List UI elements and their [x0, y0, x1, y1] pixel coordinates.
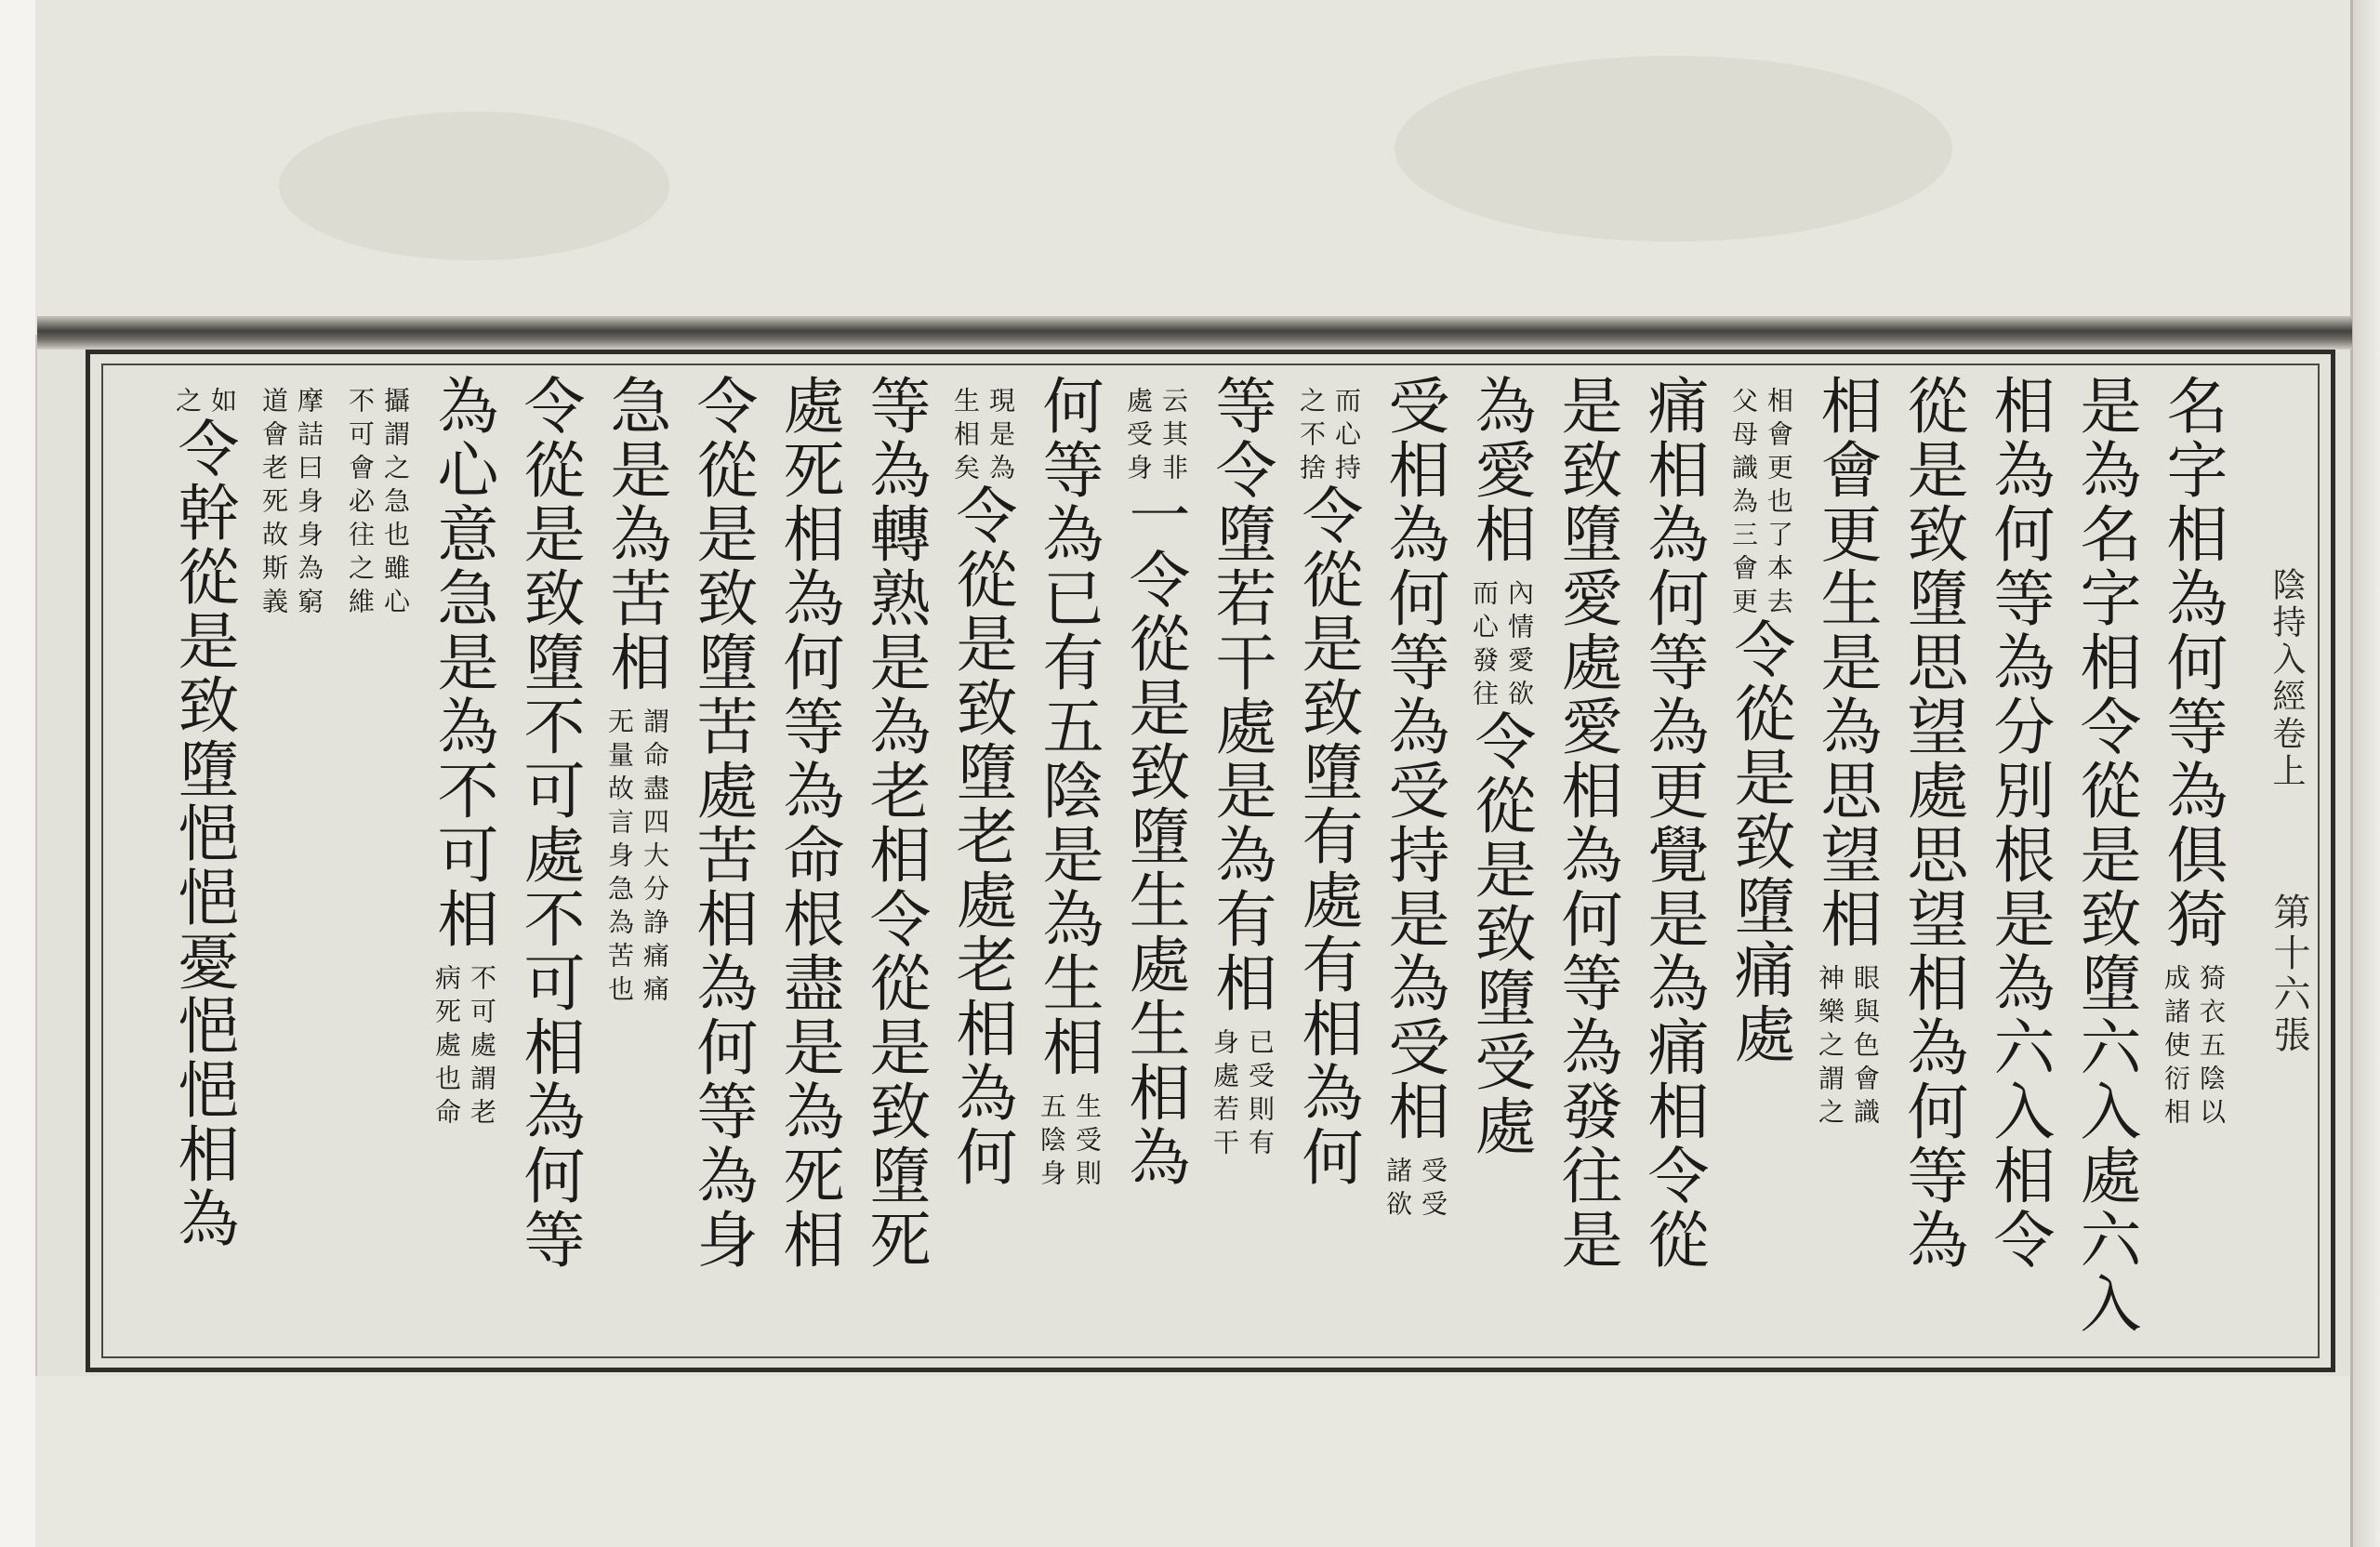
main-text: 令從是致墮受處	[1464, 709, 1536, 1158]
commentary-text: 內情愛欲	[1504, 579, 1535, 713]
main-text: 相會更生是為思望相	[1810, 374, 1882, 951]
main-text: 為愛相	[1464, 374, 1536, 566]
commentary-text: 生相矣	[950, 387, 981, 487]
paper-stain	[1395, 56, 1952, 242]
main-text: 是致墮愛處愛相為何等為發往是	[1551, 374, 1622, 1272]
main-text: 令從是致墮痛處	[1724, 617, 1795, 1066]
commentary-text: 謂命盡四大分諍痛痛	[640, 707, 670, 1009]
text-column-c21	[426, 374, 509, 1359]
commentary-text: 眼與色會識	[1850, 964, 1881, 1131]
main-text: 為心意急是為不可相	[427, 374, 498, 951]
text-column-c09	[1463, 374, 1547, 1359]
text-column-c02	[2069, 374, 2152, 1359]
main-text: 痛相為何等為更覺是為痛相令從	[1637, 374, 1709, 1272]
commentary-text: 身處若干	[1210, 1028, 1240, 1162]
text-column-c10	[1377, 374, 1461, 1359]
commentary-text: 道會老死故斯義	[258, 387, 289, 621]
main-text: 等令墮若干處是為有相	[1205, 374, 1276, 1015]
binding-margin	[0, 0, 37, 1547]
text-column-c17	[772, 374, 855, 1359]
commentary-text: 而心持	[1331, 387, 1362, 487]
main-text: 名字相為何等為俱猗	[2156, 374, 2228, 951]
text-column-c20	[512, 374, 596, 1359]
commentary-text: 之	[172, 387, 203, 420]
commentary-text: 攝謂之急也雖心	[380, 387, 411, 621]
main-text: 是為名字相令從是致墮六入處六入	[2069, 374, 2141, 1336]
commentary-text: 猗衣五陰以	[2196, 964, 2227, 1131]
commentary-text: 不可處謂老	[467, 964, 497, 1131]
main-text: 令幹從是致墮悒悒憂悒悒相為	[167, 416, 239, 1250]
main-text: 何等為已有五陰是為生相	[1032, 374, 1104, 1079]
text-column-c07	[1636, 374, 1720, 1359]
text-column-c14	[1031, 374, 1115, 1359]
page-right-edge	[2350, 0, 2380, 1547]
commentary-text: 五陰身	[1037, 1092, 1067, 1193]
main-text: 受相為何等為受持是為受相	[1378, 374, 1449, 1144]
main-text: 相為何等為分別根是為六入相令	[1983, 374, 2055, 1272]
text-column-c24	[166, 374, 250, 1359]
commentary-text: 摩詰曰身身為窮	[294, 387, 324, 621]
commentary-text: 病死處也命	[431, 964, 462, 1131]
main-text: 令從是致墮苦處苦相為何等為身	[686, 374, 758, 1272]
commentary-text: 而心發往	[1469, 579, 1500, 713]
commentary-text: 處受身	[1123, 387, 1154, 487]
main-text: 令從是致墮老處老相為何	[945, 483, 1017, 1189]
upper-border-band	[37, 316, 2352, 350]
commentary-text: 不可會必往之維	[345, 387, 376, 621]
main-text: 處死相為何等為命根盡是為死相	[773, 374, 844, 1272]
main-text: 急是為苦相	[600, 374, 671, 694]
commentary-text: 生受則	[1072, 1092, 1103, 1193]
main-text: 一令從是致墮生處生相為	[1118, 483, 1190, 1189]
text-column-c12	[1204, 374, 1288, 1359]
leaf-number: 第十六張	[2268, 892, 2310, 1056]
commentary-text: 受受	[1418, 1157, 1448, 1223]
main-text: 等為轉熟是為老相令從是致墮死	[859, 374, 931, 1272]
text-column-c19	[599, 374, 682, 1359]
text-column-c05	[1809, 374, 1893, 1359]
commentary-text: 神樂之謂之	[1815, 964, 1845, 1131]
commentary-text: 无量故言身急為苦也	[604, 707, 635, 1009]
commentary-text: 如	[207, 387, 238, 420]
text-column-c11	[1290, 374, 1374, 1359]
commentary-text: 相會更也了本去	[1764, 387, 1794, 621]
main-text: 從是致墮思望處思望相為何等為	[1897, 374, 1968, 1272]
text-column-c22	[339, 374, 423, 1359]
text-column-c01	[2155, 374, 2239, 1359]
text-column-c06	[1723, 374, 1806, 1359]
commentary-text: 父母識為三會更	[1728, 387, 1759, 621]
text-column-c16	[858, 374, 942, 1359]
text-column-c08	[1550, 374, 1633, 1359]
commentary-text: 云其非	[1158, 387, 1189, 487]
paper-stain	[279, 112, 669, 260]
main-text: 令從是致墮不可處不可相為何等	[513, 374, 585, 1272]
text-column-c23	[253, 374, 337, 1359]
text-column-c13	[1117, 374, 1201, 1359]
text-column-c04	[1896, 374, 1979, 1359]
commentary-text: 之不捨	[1296, 387, 1327, 487]
text-column-c15	[945, 374, 1028, 1359]
lower-blank-paper	[35, 1376, 2350, 1547]
commentary-text: 現是為	[985, 387, 1016, 487]
text-column-c18	[685, 374, 769, 1359]
commentary-text: 諸欲	[1382, 1157, 1413, 1223]
sutra-title: 陰持入經卷上	[2268, 567, 2306, 790]
commentary-text: 成諸使衍相	[2161, 964, 2191, 1131]
main-text: 令從是致墮有處有相為何	[1291, 483, 1363, 1189]
commentary-text: 已受則有	[1245, 1028, 1276, 1162]
text-column-c03	[1982, 374, 2066, 1359]
